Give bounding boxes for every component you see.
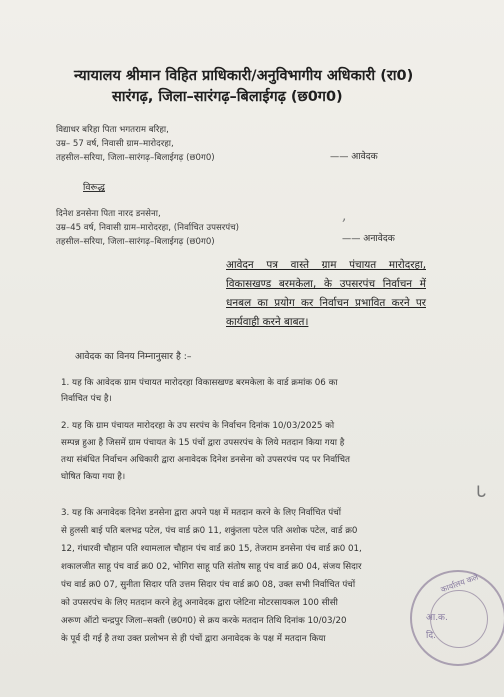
- para3-line3: 12, गंधारवी चौहान पति श्यामलाल चौहान पंच वार्ड क्र0 15, तेजराम डनसेना पंच वार्ड क्र0 01,: [61, 544, 362, 554]
- respondent-name: दिनेश डनसेना पिता नारद डनसेना,: [56, 209, 161, 219]
- court-header-line1: न्यायालय श्रीमान विहित प्राधिकारी/अनुविभागीय अधिकारी (रा0): [74, 68, 414, 84]
- para1-line1: 1. यह कि आवेदक ग्राम पंचायत मारोदरहा विकासखण्ड बरमकेला के वार्ड क्रमांक 06 का: [61, 378, 338, 388]
- pen-mark: ,: [342, 208, 347, 224]
- stamp-mid-text: आ.क.: [426, 613, 448, 623]
- stamp-top-text: कार्यालय कले: [439, 572, 480, 595]
- applicant-tehsil: तहसील–सरिया, जिला–सारंगढ़–बिलाईगढ़ (छ0ग0): [56, 153, 215, 163]
- para3-line2: से हुलसी बाई पति बलभद्र पटेल, पंच वार्ड क्र0 11, शकुंतला पटेल पति अशोक पटेल, वार्ड क्र0: [61, 526, 358, 536]
- para3-line8: के पूर्व दी गई है तथा उक्त प्रलोभन से ही पंचों द्वारा अनावेदक के पक्ष में मतदान किया: [61, 634, 326, 644]
- stamp-bottom-text: दि.: [426, 631, 436, 641]
- para3-line5: पंच वार्ड क्र0 07, सुनीता सिदार पति उत्तम सिदार पंच वार्ड क्र0 08, उक्त सभी निर्वाचित पंचों: [61, 580, 356, 590]
- applicant-role: —— आवेदक: [330, 151, 378, 162]
- para2-line4: घोषित किया गया है।: [61, 472, 126, 482]
- para3-line7: अरूण ऑटो चन्द्रपुर जिला–सक्ती (छ0ग0) से क्रय करके मतदान तिथि दिनांक 10/03/20: [61, 616, 347, 626]
- office-stamp: [410, 570, 504, 666]
- applicant-age-residence: उम्र– 57 वर्ष, निवासी ग्राम–मारोदरहा,: [56, 139, 174, 149]
- handwritten-mark: ᒐ: [476, 482, 487, 501]
- respondent-tehsil: तहसील–सरिया, जिला–सारंगढ़–बिलाईगढ़ (छ0ग0): [56, 237, 215, 247]
- para3-line4: शकालजीत साहू पंच वार्ड क्र0 02, भोगिरा साहू पति संतोष साहू पंच वार्ड क्र0 04, संजय सिदार: [61, 562, 362, 572]
- court-header-line2: सारंगढ़, जिला–सारंगढ़–बिलाईगढ़ (छ0ग0): [112, 89, 343, 105]
- para3-line6: को उपसरपंच के लिए मतदान करने हेतु अनावेदक द्वारा प्लेटिना मोटरसायकल 100 सीसी: [61, 598, 338, 608]
- para2-line3: तथा संबंधित निर्वाचन अधिकारी द्वारा अनावेदक दिनेश डनसेना को उपसरपंच पद पर निर्वाचित: [61, 455, 350, 465]
- respondent-role: —— अनावेदक: [342, 233, 395, 244]
- intro-text: आवेदक का विनय निम्नानुसार है :–: [75, 351, 192, 362]
- para2-line2: सम्पन्न हुआ है जिसमें ग्राम पंचायत के 15 पंचों द्वारा उपसरपंच के लिये मतदान किया गया है: [61, 438, 345, 448]
- para2-line1: 2. यह कि ग्राम पंचायत मारोदरहा के उप सरपंच के निर्वाचन दिनांक 10/03/2025 को: [61, 421, 335, 431]
- para1-line2: निर्वाचित पंच है।: [61, 394, 112, 404]
- respondent-age-residence: उम्र–45 वर्ष, निवासी ग्राम–मारोदरहा, (निर्वाचित उपसरपंच): [56, 223, 240, 233]
- applicant-name: विद्याधर बरिहा पिता भगतराम बरिहा,: [56, 125, 169, 135]
- subject-line: आवेदन पत्र वास्ते ग्राम पंचायत मारोदरहा, विकासखण्ड बरमकेला, के उपसरपंच निर्वाचन में धनबल का प्रयोग कर निर्वाचन प्रभावित करने पर कार्यवाही करने बाबत।: [226, 259, 426, 328]
- para3-line1: 3. यह कि अनावेदक दिनेश डनसेना द्वारा अपने पक्ष में मतदान करने के लिए निर्वाचित पंचों: [61, 508, 341, 518]
- versus-label: विरूद्ध: [83, 182, 105, 193]
